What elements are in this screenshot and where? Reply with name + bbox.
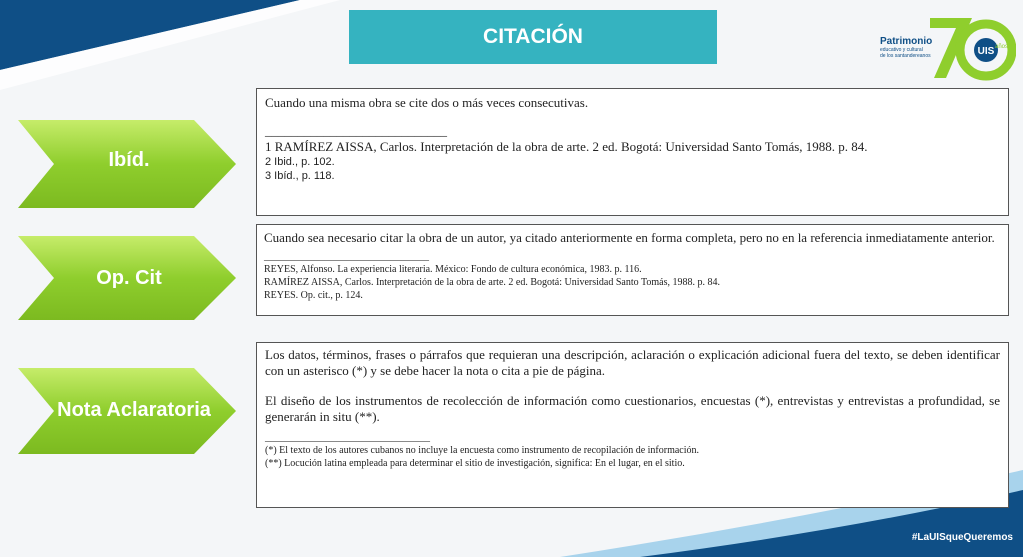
logo-anos: años	[995, 44, 1009, 50]
logo-line-3: de los santandereanos	[880, 53, 931, 59]
opcit-label: Op. Cit	[96, 266, 162, 289]
nota-paragraph-1: Los datos, términos, frases o párrafos que requieran una descripción, aclaración o explicación adicional fuera del texto, se deben identificar con un asterisco (*) y se debe hacer la nota o cita a pie de página.	[265, 347, 1000, 378]
logo-line-2: educativo y cultural	[880, 47, 923, 53]
opcit-ref-3: REYES. Op. cit., p. 124.	[264, 290, 363, 301]
opcit-box	[256, 224, 1009, 316]
hashtag-footer: #LaUISqueQueremos	[911, 532, 1013, 543]
opcit-rule: ______________________________	[264, 250, 429, 262]
svg-text:UIS: UIS	[977, 46, 995, 57]
ibid-box	[256, 88, 1009, 216]
ibid-ref-3: 3 Ibíd., p. 118.	[265, 170, 335, 182]
nota-rule: ______________________________	[265, 431, 430, 443]
nota-label: Nota Aclaratoria	[57, 398, 211, 421]
ibid-ref-1: 1 RAMÍREZ AISSA, Carlos. Interpretación de la obra de arte. 2 ed. Bogotá: Universidad Santo Tomás, 1988. p. 84.	[265, 139, 868, 154]
ibid-ref-2: 2 Ibid., p. 102.	[265, 156, 335, 168]
opcit-intro: Cuando sea necesario citar la obra de un autor, ya citado anteriormente en forma completa, pero no en la referencia inmediatamente anterior.	[264, 230, 995, 245]
opcit-ref-2: RAMÍREZ AISSA, Carlos. Interpretación de la obra de arte. 2 ed. Bogotá: Universidad Santo Tomás, 1988. p. 84.	[264, 277, 720, 288]
ibid-label: Ibíd.	[108, 148, 150, 171]
nota-footnote-2: (**) Locución latina empleada para determinar el sitio de investigación, significa: En el lugar, en el sitio.	[265, 458, 685, 469]
opcit-ref-1: REYES, Alfonso. La experiencia literaria. México: Fondo de cultura económica, 1983. p. 116.	[264, 264, 642, 275]
ibid-rule: ____________________________	[265, 123, 447, 138]
ibid-intro: Cuando una misma obra se cite dos o más veces consecutivas.	[265, 95, 589, 110]
logo-line-1: Patrimonio	[880, 36, 933, 47]
nota-paragraph-2: El diseño de los instrumentos de recolección de información como cuestionarios, encuestas (*), entrevistas y entrevistas a profundidad, se generarán in situ (**).	[265, 393, 1000, 424]
nota-footnote-1: (*) El texto de los autores cubanos no incluye la encuesta como instrumento de recopilación de información.	[265, 445, 700, 456]
page-title: CITACIÓN	[349, 10, 717, 64]
nota-box	[256, 342, 1009, 508]
